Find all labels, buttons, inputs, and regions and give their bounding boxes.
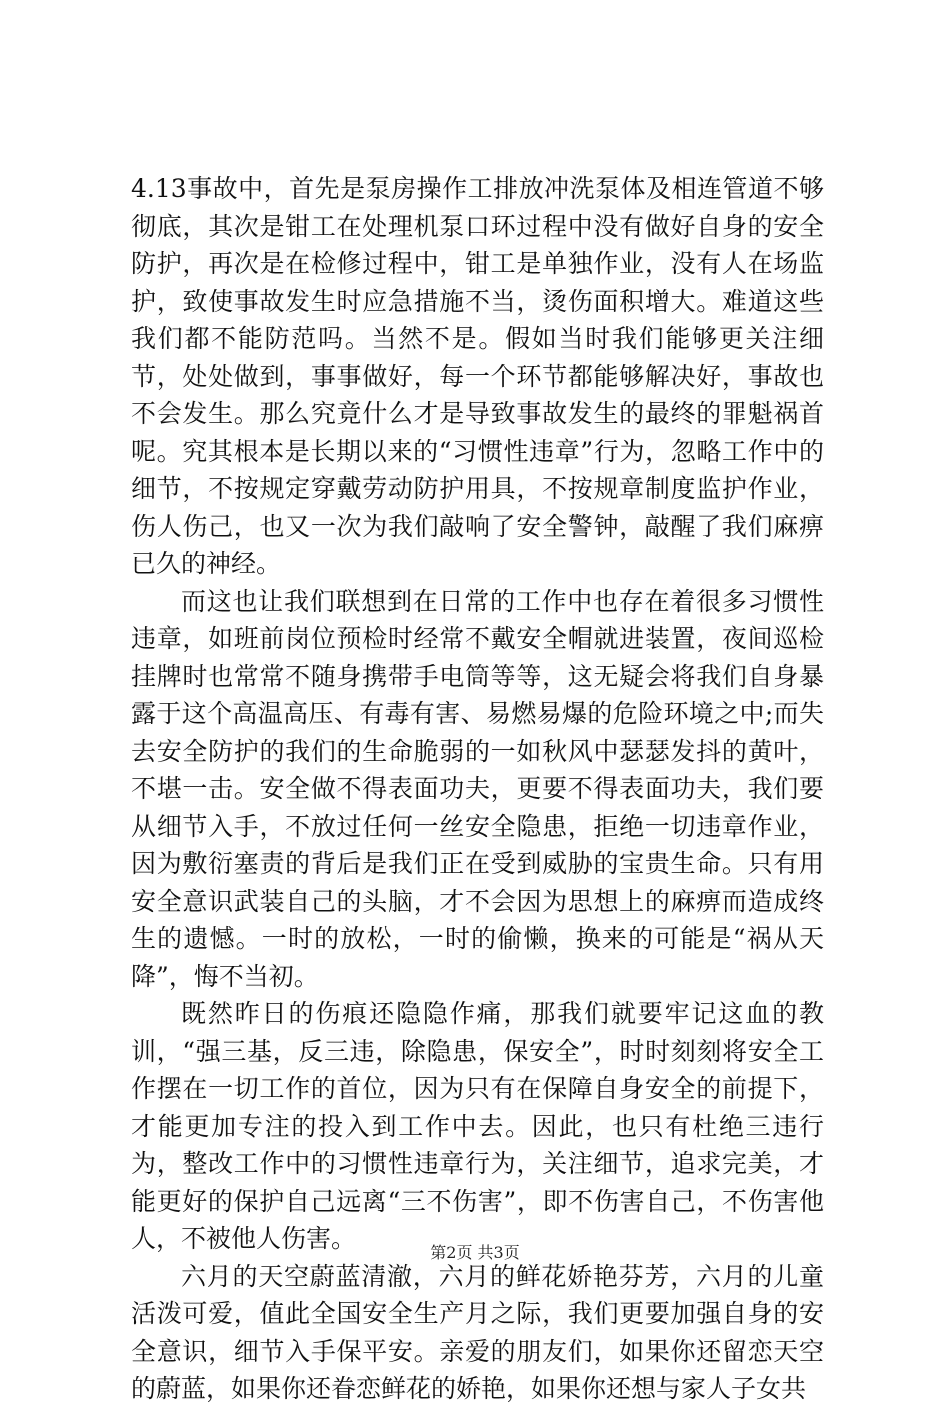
document-body <box>131 170 824 1408</box>
paragraph-accident-analysis: 4.13事故中，首先是泵房操作工排放冲洗泵体及相连管道不够彻底，其次是钳工在处理机泵口环过程中没有做好自身的安全防护，再次是在检修过程中，钳工是单独作业，没有人在场监护，致使事故发生时应急措施不当，烫伤面积增大。难道这些我们都不能防范吗。当然不是。假如当时我们能够更关注细节，处处做到，事事做好，每一个环节都能够解决好，事故也不会发生。那么究竟什么才是导致事故发生的最终的罪魁祸首呢。究其根本是长期以来的“习惯性违章”行为，忽略工作中的细节，不按规定穿戴劳动防护用具，不按规章制度监护作业，伤人伤己，也又一次为我们敲响了安全警钟，敲醒了我们麻痹已久的神经。 <box>131 174 824 578</box>
paragraph-safety-lessons: 既然昨日的伤痕还隐隐作痛，那我们就要牢记这血的教训，“强三基，反三违，除隐患，保安全”，时时刻刻将安全工作摆在一切工作的首位，因为只有在保障自身安全的前提下，才能更加专注的投入到工作中去。因此，也只有杜绝三违行为，整改工作中的习惯性违章行为，关注细节，追求完美，才能更好的保护自己远离“三不伤害”，即不伤害自己，不伤害他人，不被他人伤害。 <box>131 999 824 1253</box>
paragraph-safety-month: 六月的天空蔚蓝清澈，六月的鲜花娇艳芬芳，六月的儿童活泼可爱，值此全国安全生产月之际，我们更要加强自身的安全意识，细节入手保平安。亲爱的朋友们，如果你还留恋天空的蔚蓝，如果你还眷恋鲜花的娇艳，如果你还想与家人子女共 <box>131 1261 824 1403</box>
page-number-footer: 第2页 共3页 <box>430 1243 520 1262</box>
paragraph-habitual-violations: 而这也让我们联想到在日常的工作中也存在着很多习惯性违章，如班前岗位预检时经常不戴安全帽就进装置，夜间巡检挂牌时也常常不随身携带手电筒等等，这无疑会将我们自身暴露于这个高温高压、有毒有害、易燃易爆的危险环境之中;而失去安全防护的我们的生命脆弱的一如秋风中瑟瑟发抖的黄叶，不堪一击。安全做不得表面功夫，更要不得表面功夫，我们要从细节入手，不放过任何一丝安全隐患，拒绝一切违章作业，因为敷衍塞责的背后是我们正在受到威胁的宝贵生命。只有用安全意识武装自己的头脑，才不会因为思想上的麻痹而造成终生的遗憾。一时的放松，一时的偷懒，换来的可能是“祸从天降”，悔不当初。 <box>131 586 824 991</box>
